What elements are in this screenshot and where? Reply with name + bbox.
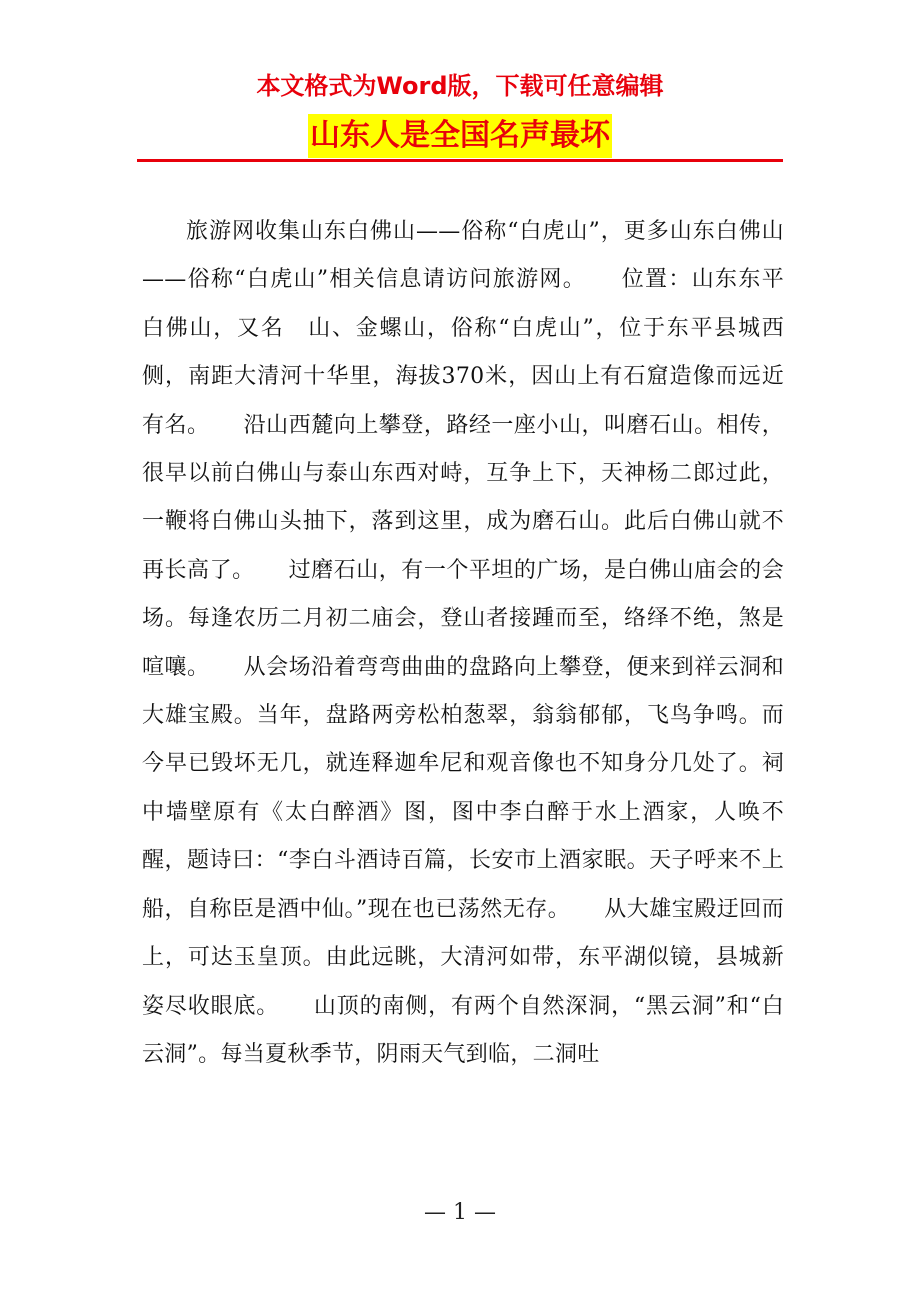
title-block	[0, 114, 920, 158]
article-body: 旅游网收集山东白佛山——俗称“白虎山”，更多山东白佛山——俗称“白虎山”相关信息请访问旅游网。 位置：山东东平 白佛山，又名 山、金螺山，俗称“白虎山”，位于东平县城西侧，南距大清河十华里，海拔370米，因山上有石窟造像而远近有名。 沿山西麓向上攀登，路经一座小山，叫磨石山。相传，很早以前白佛山与泰山东西对峙，互争上下，天神杨二郎过此，一鞭将白佛山头抽下，落到这里，成为磨石山。此后白佛山就不再长高了。 过磨石山，有一个平坦的广场，是白佛山庙会的会场。每逢农历二月初二庙会，登山者接踵而至，络绎不绝，煞是喧嚷。 从会场沿着弯弯曲曲的盘路向上攀登，便来到祥云洞和大雄宝殿。当年，盘路两旁松柏葱翠，翁翁郁郁，飞鸟争鸣。而今早已毁坏无几，就连释迦牟尼和观音像也不知身分几处了。祠中墙壁原有《太白醉酒》图，图中李白醉于水上酒家，人唤不醒，题诗曰：“李白斗酒诗百篇，长安市上酒家眠。天子呼来不上船，自称臣是酒中仙。”现在也已荡然无存。 从大雄宝殿迂回而上，可达玉皇顶。由此远眺，大清河如带，东平湖似镜，县城新姿尽收眼底。 山顶的南侧，有两个自然深洞，“黑云洞”和“白云洞”。每当夏秋季节，阴雨天气到临，二洞吐	[142, 219, 829, 1067]
page-number: — 1 —	[424, 1200, 496, 1225]
document-title: 山东人是全国名声最坏	[308, 114, 612, 158]
title-divider	[137, 159, 783, 162]
format-notice: 本文格式为Word版，下载可任意编辑	[256, 72, 664, 100]
